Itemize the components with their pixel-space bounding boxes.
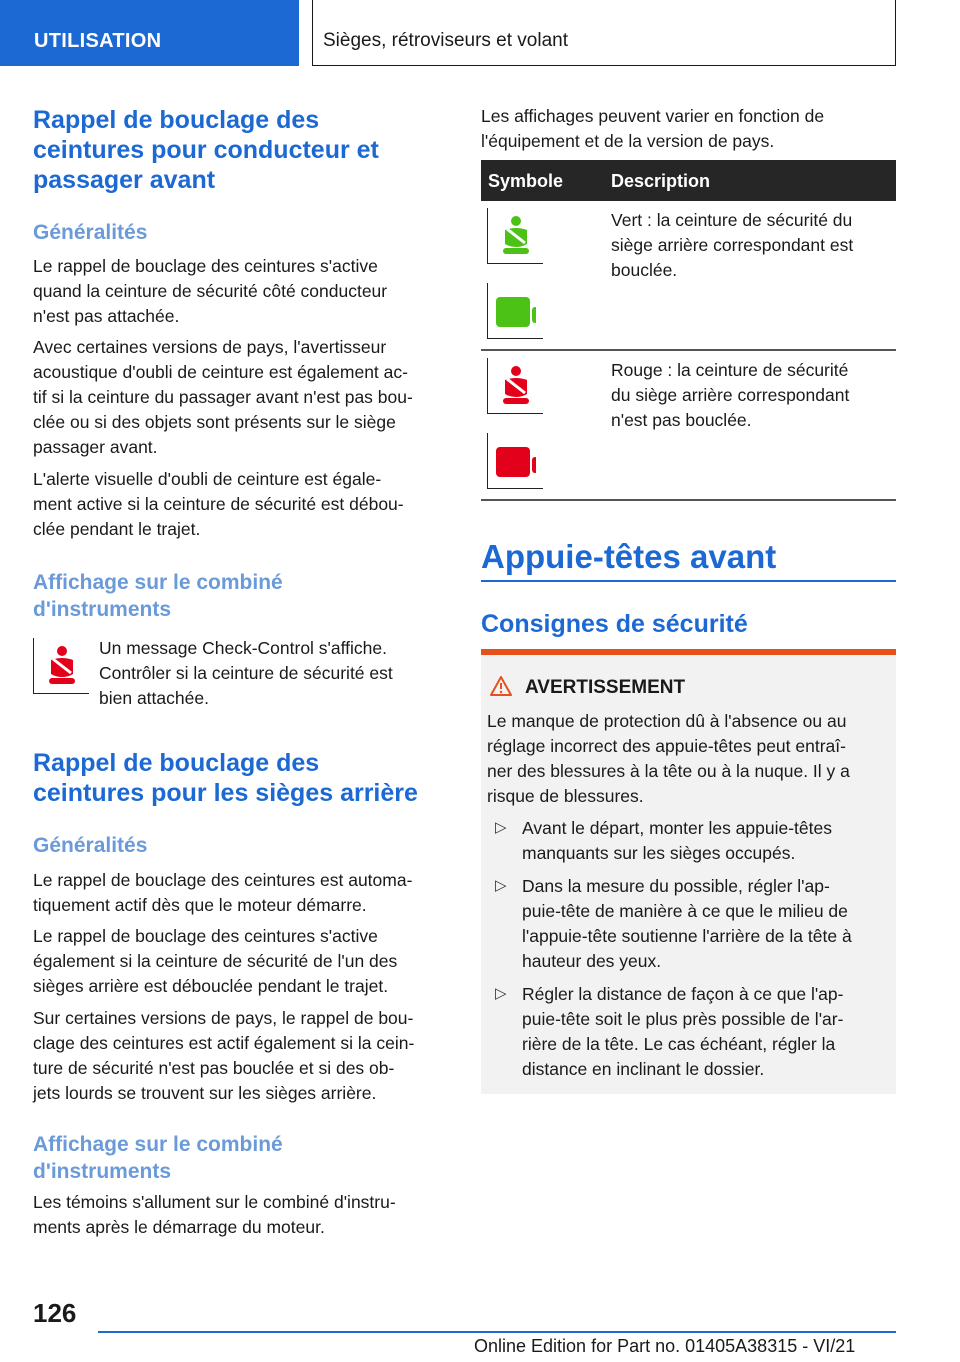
title-rule	[481, 580, 896, 582]
subheading-general-1: Généralités	[33, 221, 148, 244]
text-line: réglage incorrect des appuie-têtes peut entraî-	[487, 736, 846, 756]
heading-line: Affichage sur le combiné	[33, 1133, 283, 1156]
text-line: Rouge : la ceinture de sécurité	[611, 360, 849, 380]
text-line: ments après le démarrage du moteur.	[33, 1217, 325, 1237]
section-tab	[0, 0, 299, 66]
text-line: Le rappel de bouclage des ceintures s'active	[33, 926, 378, 946]
heading-line: passager avant	[33, 166, 216, 194]
text-line: l'appuie-tête soutienne l'arrière de la tête à	[522, 926, 852, 946]
table-cell-description	[611, 358, 849, 433]
paragraph	[99, 636, 393, 711]
text-line: Dans la mesure du possible, régler l'ap-	[522, 876, 830, 896]
text-line: Le rappel de bouclage des ceintures est automa-	[33, 870, 413, 890]
subsection-title: Consignes de sécurité	[481, 610, 748, 638]
text-line: siège arrière correspondant est	[611, 235, 854, 255]
warning-box	[481, 649, 896, 1094]
table-row-divider	[481, 349, 896, 351]
bullet-triangle-icon: ▷	[495, 877, 507, 894]
text-line: Avec certaines versions de pays, l'avertisseur	[33, 337, 387, 357]
seatbelt-green-icon	[487, 208, 543, 264]
heading-line: Affichage sur le combiné	[33, 571, 283, 594]
heading-line: ceintures pour les sièges arrière	[33, 779, 418, 807]
text-line: l'équipement et de la version de pays.	[481, 131, 775, 151]
warning-text	[487, 709, 850, 809]
text-line: Le rappel de bouclage des ceintures s'active	[33, 256, 378, 276]
table-header	[481, 160, 896, 201]
seatbelt-warning-icon	[33, 638, 89, 694]
heading-rear-reminder	[33, 748, 418, 808]
seatbelt-red-icon	[487, 358, 543, 414]
text-line: clée pendant le trajet.	[33, 519, 201, 539]
subheading-display-2	[33, 1131, 283, 1185]
text-line: Contrôler si la ceinture de sécurité est	[99, 663, 393, 683]
table-cell-description	[611, 208, 853, 283]
rear-seat-green-icon	[487, 283, 543, 339]
list-item-text	[522, 874, 852, 974]
text-line: Un message Check-Control s'affiche.	[99, 638, 388, 658]
text-line: puie-tête de manière à ce que le milieu de	[522, 901, 848, 921]
paragraph	[33, 924, 397, 999]
paragraph	[33, 467, 404, 542]
text-line: Le manque de protection dû à l'absence ou au	[487, 711, 847, 731]
warning-bar	[481, 649, 896, 655]
text-line: puie-tête soit le plus près possible de l'ar-	[522, 1009, 844, 1029]
text-line: clée ou si des objets sont présents sur le siège	[33, 412, 396, 432]
text-line: risque de blessures.	[487, 786, 644, 806]
text-line: Régler la distance de façon à ce que l'ap-	[522, 984, 844, 1004]
text-line: tiquement actif dès que le moteur démarre.	[33, 895, 367, 915]
text-line: L'alerte visuelle d'oubli de ceinture est égale-	[33, 469, 382, 489]
edition-note: Online Edition for Part no. 01405A38315 - VI/21	[474, 1336, 856, 1356]
text-line: n'est pas bouclée.	[611, 410, 752, 430]
heading-line: Rappel de bouclage des	[33, 106, 320, 134]
list-item-text	[522, 816, 832, 866]
text-line: également si la ceinture de sécurité de l'un des	[33, 951, 398, 971]
heading-line: ceintures pour conducteur et	[33, 136, 379, 164]
footer-rule	[98, 1331, 896, 1333]
paragraph	[33, 335, 413, 460]
heading-front-reminder	[33, 105, 379, 195]
table-row-divider	[481, 499, 896, 501]
warning-label: AVERTISSEMENT	[525, 677, 686, 698]
column-header-description: Description	[611, 171, 711, 191]
subheading-general-2: Généralités	[33, 834, 148, 857]
column-header-symbol: Symbole	[488, 171, 564, 191]
paragraph	[33, 254, 387, 329]
heading-line: d'instruments	[33, 598, 172, 621]
text-line: rière de la tête. Le cas échéant, régler la	[522, 1034, 836, 1054]
text-line: Les affichages peuvent varier en fonction de	[481, 106, 825, 126]
text-line: du siège arrière correspondant	[611, 385, 850, 405]
text-line: manquants sur les sièges occupés.	[522, 843, 796, 863]
text-line: passager avant.	[33, 437, 158, 457]
paragraph	[33, 868, 412, 918]
text-line: quand la ceinture de sécurité côté conducteur	[33, 281, 388, 301]
warning-triangle-icon	[489, 675, 513, 697]
text-line: ner des blessures à la tête ou à la nuque. Il y a	[487, 761, 850, 781]
text-line: acoustique d'oubli de ceinture est également ac-	[33, 362, 408, 382]
text-line: tif si la ceinture du passager avant n'est pas bou-	[33, 387, 413, 407]
text-line: distance en inclinant le dossier.	[522, 1059, 765, 1079]
paragraph	[33, 1190, 396, 1240]
subheading-display-1	[33, 569, 283, 623]
text-line: bien attachée.	[99, 688, 209, 708]
heading-line: Rappel de bouclage des	[33, 749, 320, 777]
text-line: ment active si la ceinture de sécurité est débou-	[33, 494, 404, 514]
bullet-triangle-icon: ▷	[495, 819, 507, 836]
text-line: Sur certaines versions de pays, le rappel de bou-	[33, 1008, 414, 1028]
text-line: clage des ceintures est actif également si la cein-	[33, 1033, 415, 1053]
chapter-tab	[312, 0, 896, 66]
text-line: n'est pas attachée.	[33, 306, 180, 326]
text-line: Les témoins s'allument sur le combiné d'instru-	[33, 1192, 396, 1212]
chapter-label: Sièges, rétroviseurs et volant	[323, 30, 569, 51]
intro-paragraph	[481, 104, 824, 154]
text-line: Vert : la ceinture de sécurité du	[611, 210, 853, 230]
text-line: hauteur des yeux.	[522, 951, 662, 971]
paragraph	[33, 1006, 414, 1106]
list-item-text	[522, 982, 843, 1082]
text-line: jets lourds se trouvent sur les sièges arrière.	[33, 1083, 377, 1103]
page-number: 126	[33, 1298, 77, 1328]
heading-line: d'instruments	[33, 1160, 172, 1183]
section-title: Appuie-têtes avant	[481, 538, 777, 575]
text-line: ture de sécurité n'est pas bouclée et si des ob-	[33, 1058, 395, 1078]
text-line: bouclée.	[611, 260, 678, 280]
bullet-triangle-icon: ▷	[495, 985, 507, 1002]
section-label: UTILISATION	[34, 30, 162, 52]
text-line: sièges arrière est débouclée pendant le trajet.	[33, 976, 389, 996]
rear-seat-red-icon	[487, 433, 543, 489]
text-line: Avant le départ, monter les appuie-têtes	[522, 818, 833, 838]
